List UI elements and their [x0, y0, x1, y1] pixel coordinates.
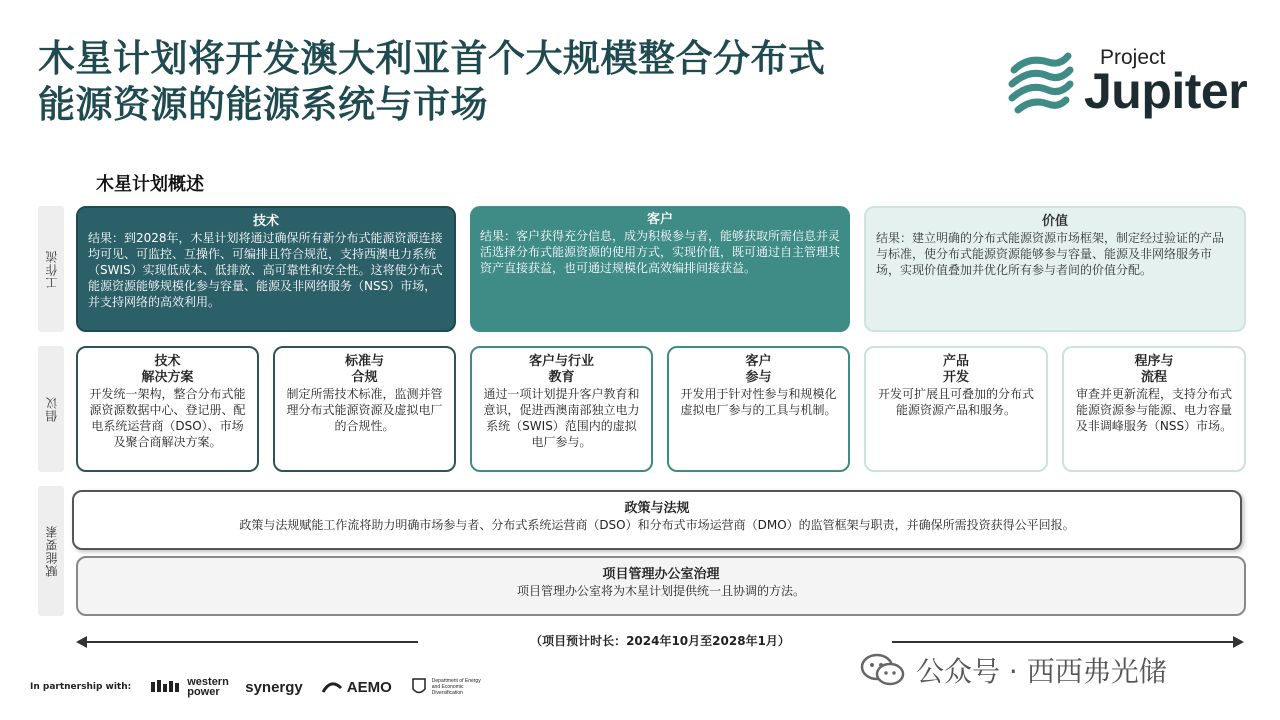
initiative-customer-engagement: [667, 346, 850, 472]
workstream-customer: [470, 206, 850, 332]
timeline-label: （项目预计时长：2024年10月至2028年1月）: [530, 634, 790, 648]
logo-text-jupiter: Jupiter: [1084, 63, 1248, 119]
initiative-title-1: 产品: [942, 354, 969, 369]
initiative-text: 审查并更新流程，支持分布式能源资源参与能源、电力容量及非调峰服务（NSS）市场。: [1075, 387, 1233, 433]
enabler-text: 政策与法规赋能工作流将助力明确市场参与者、分布式系统运营商（DSO）和分布式市场运营商（DMO）的监管框架与职责，并确保所需投资获得公平回报。: [239, 518, 1075, 532]
initiative-procedures-processes: [1062, 346, 1246, 472]
workstream-title: 价值: [1041, 214, 1068, 229]
side-label-initiative: 倡议: [38, 346, 64, 472]
page-title: [38, 36, 968, 128]
workstream-text: 结果：到2028年，木星计划将通过确保所有新分布式能源资源连接均可见、可监控、互操作、可编排且符合规范，支持西澳电力系统（SWIS）实现低成本、低排放、高可靠性和安全性。这将使分布式能源资源能够规模化参与容量、能源及非网络服务（NSS）市场，并支持网络的高效利用。: [88, 231, 443, 309]
watermark: 公众号 · 西西弗光储: [860, 650, 1167, 690]
enabler-title: 政策与法规: [624, 501, 690, 516]
initiative-text: 通过一项计划提升客户教育和意识，促进西澳南部独立电力系统（SWIS）范围内的虚拟电厂参与。: [483, 387, 640, 449]
initiative-title-1: 程序与: [1134, 354, 1174, 369]
enabler-policy-regulation: [72, 490, 1242, 550]
initiative-title-2: 教育: [548, 370, 575, 385]
western-power-icon: [149, 678, 183, 696]
initiative-tech-solution: [76, 346, 259, 472]
initiative-title-1: 技术: [154, 354, 181, 369]
timeline: [76, 632, 1244, 652]
aemo-arc-icon: [321, 678, 343, 696]
side-label-enablers: 赋能要素: [38, 486, 64, 616]
workstream-text: 结果：客户获得充分信息，成为积极参与者，能够获取所需信息并灵活选择分布式能源资源的使用方式，实现价值，既可通过自主管理其资产直接获益，也可通过规模化高效编排间接获益。: [480, 229, 841, 275]
partner-label: In partnership with:: [30, 682, 132, 692]
initiative-title-1: 客户: [745, 354, 772, 369]
workstream-title: 技术: [252, 214, 279, 229]
initiative-title-2: 流程: [1140, 370, 1167, 385]
aemo-logo: AEMO: [321, 678, 392, 696]
partner-strip: [30, 675, 484, 699]
workstream-text: 结果：建立明确的分布式能源资源市场框架，制定经过验证的产品与标准，使分布式能源资源能够参与容量、能源及非网络服务市场，实现价值叠加并优化所有参与者间的价值分配。: [876, 231, 1225, 277]
initiative-customer-education: [470, 346, 653, 472]
enabler-title: 项目管理办公室治理: [602, 567, 720, 582]
jupiter-stripes-icon: [1008, 48, 1074, 114]
timeline-line-right: [892, 641, 1236, 643]
initiative-title-2: 参与: [745, 370, 772, 385]
enabler-pmo-governance: [76, 556, 1246, 616]
initiative-text: 开发统一架构，整合分布式能源资源数据中心、登记册、配电系统运营商（DSO）、市场及聚合商解决方案。: [89, 387, 246, 449]
initiative-title-1: 标准与: [344, 354, 384, 369]
initiative-title-2: 解决方案: [141, 370, 194, 385]
initiative-title-2: 合规: [351, 370, 378, 385]
side-label-workstream: 工作流: [38, 206, 64, 332]
arrow-right-icon: [1232, 636, 1244, 648]
workstream-title: 客户: [646, 212, 673, 227]
logo-text-project: Project: [1100, 46, 1166, 69]
enabler-text: 项目管理办公室将为木星计划提供统一且协调的方法。: [516, 584, 805, 598]
page-title-line1: 木星计划将开发澳大利亚首个大规模整合分布式: [38, 37, 826, 80]
page-title-line2: 能源资源的能源系统与市场: [38, 83, 488, 126]
section-subtitle: 木星计划概述: [96, 174, 204, 195]
initiative-standards-compliance: [273, 346, 456, 472]
project-jupiter-logo: [1008, 42, 1258, 122]
initiative-text: 开发可扩展且可叠加的分布式能源资源产品和服务。: [877, 387, 1034, 417]
initiative-title-2: 开发: [942, 370, 969, 385]
initiative-text: 制定所需技术标准，监测并管理分布式能源资源及虚拟电厂的合规性。: [286, 387, 443, 433]
initiative-product-development: [864, 346, 1048, 472]
initiative-title-1: 客户与行业: [528, 354, 594, 369]
initiative-text: 开发用于针对性参与和规模化虚拟电厂参与的工具与机制。: [680, 387, 837, 417]
department-logo: Department of Energy and Economic Diversification: [410, 677, 484, 697]
workstream-value: [864, 206, 1246, 332]
crest-icon: [410, 677, 428, 697]
wechat-icon: [860, 652, 906, 688]
western-power-logo: western power: [149, 677, 227, 697]
workstream-technology: [76, 206, 456, 332]
synergy-logo: synergy: [245, 678, 303, 696]
